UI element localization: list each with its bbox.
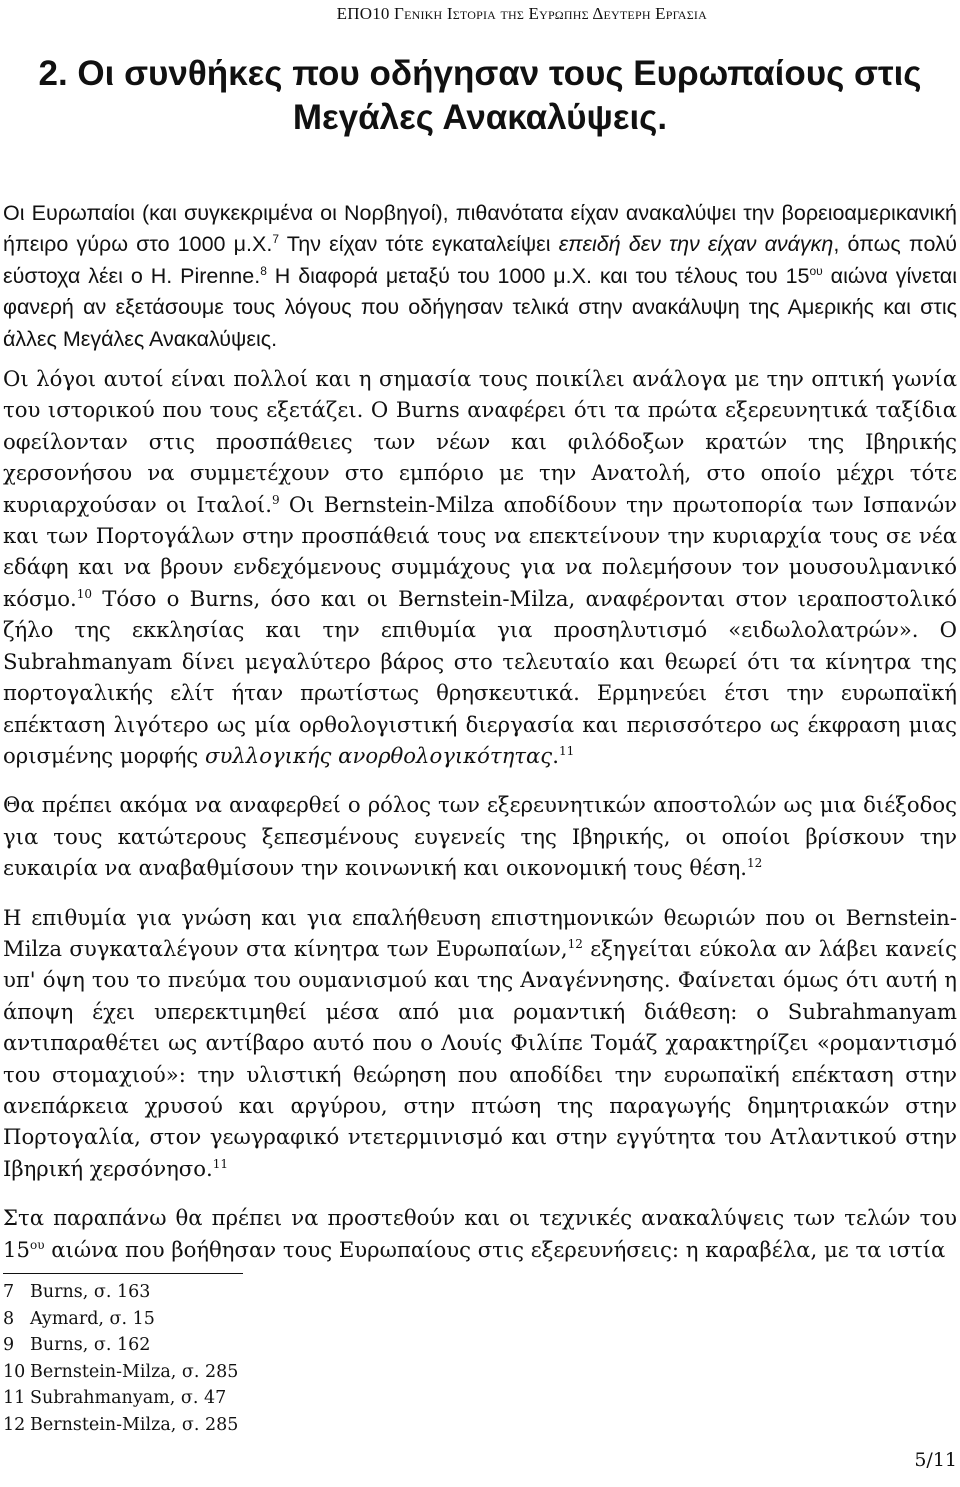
footnote-text: Bernstein-Milza, σ. 285	[30, 1414, 239, 1435]
body-text	[3, 198, 957, 1283]
footnote-ref: 11	[212, 1156, 229, 1171]
paragraph-2	[3, 363, 957, 771]
text-run: Οι Bernstein-Milza αποδίδουν την πρωτοπορία των Ισπανών και των Πορτογάλων στην προσπάθειά τους να επεκτείνουν την κυριαρχία τους σε νέα εδάφη και να βρουν ενδεχόμενους συμμάχους για να πολεμήσουν τον μουσουλμανικό κόσμο.	[3, 491, 957, 611]
footnote-text: Aymard, σ. 15	[30, 1308, 155, 1329]
footnote-ref: 7	[272, 232, 279, 247]
text-run: Θα πρέπει ακόμα να αναφερθεί ο ρόλος των εξερευνητικών αποστολών ως μια διέξοδος για τους κατώτερους ξεπεσμένους ευγενείς της Ιβηρικής, οι οποίοι βρίσκουν την ευκαιρία να αναβαθμίσουν την κοινωνική και οικονομική τους θέση.	[3, 792, 957, 881]
text-run: εξηγείται εύκολα αν λάβει κανείς υπ' όψη του το πνεύμα του ουμανισμού και της Αναγέννησης. Φαίνεται όμως ότι αυτή η άποψη έχει υπερεκτιμηθεί μέσα από μια ρομαντική διάθεση: ο Subrahmanyam αντιπαραθέτει ως αντίβαρο αυτό που ο Λουίς Φιλίπε Τομάζ χαρακτηρίζει «ρομαντισμό του στομαχιού»: την υλιστική θεώρηση που αποδίδει την ευρωπαϊκή επέκταση στην ανεπάρκεια χρυσού και αργύρου, στην πτώση της παραγωγής δημητριακών στην Πορτογαλία, στον γεωγραφικό ντετερμινισμό και στην εγγύτητα του Ατλαντικού στην Ιβηρική χερσόνησο.	[3, 935, 957, 1181]
footnote-ref: 11	[558, 743, 575, 758]
footnote-list	[3, 1279, 238, 1438]
footnote-number: 10	[3, 1361, 26, 1382]
footnote-ref: 12	[567, 936, 583, 951]
paragraph-4	[3, 902, 957, 1185]
paragraph-3	[3, 789, 957, 883]
italic-run: επειδή δεν την είχαν ανάγκη	[558, 232, 834, 257]
footnote-text: Burns, σ. 163	[30, 1282, 151, 1302]
text-run: Η διαφορά μεταξύ του 1000 μ.Χ. και του τέλους του 15	[266, 263, 810, 288]
footnote-item	[3, 1385, 238, 1412]
italic-run: συλλογικής ανορθολογικότητας	[205, 742, 553, 768]
footnote-item	[3, 1359, 238, 1386]
footnote-number: 9	[3, 1335, 15, 1355]
footnote-ref: 12	[747, 856, 763, 871]
text-run: Τόσο ο Burns, όσο και οι Bernstein-Milza, αναφέρονται στον ιεραποστολικό ζήλο της εκκλησίας και την επιθυμία για προσηλυτισμό «ειδωλολατρών». Ο Subrahmanyam δίνει μεγαλύτερο βάρος στο τελευταίο και θεωρεί ότι τα κίνητρα της πορτογαλικής ελίτ ήταν πρωτίστως θρησκευτικά. Ερμηνεύει έτσι την ευρωπαϊκή επέκταση λιγότερο ως μία ορθολογιστική διεργασία και περισσότερο ως έκφραση μιας ορισμένης μορφής	[3, 585, 957, 768]
text-run: Η επιθυμία για γνώση και για επαλήθευση επιστημονικών θεωριών που οι Bernstein-Milza συγκαταλέγουν στα κίνητρα των Ευρωπαίων,	[3, 904, 957, 961]
ordinal-suffix: ου	[29, 1237, 45, 1252]
paragraph-5	[3, 1202, 957, 1265]
footnote-divider	[3, 1273, 243, 1274]
footnote-text: Burns, σ. 162	[30, 1335, 151, 1355]
footnote-number: 7	[3, 1282, 15, 1302]
text-run: αιώνα γίνεται φανερή αν εξετάσουμε τους λόγους που οδήγησαν τελικά στην ανακάλυψη της Αμερικής και στις άλλες Μεγάλες Ανακαλύψεις.	[3, 263, 957, 351]
text-run: .	[552, 742, 559, 768]
footnote-number: 8	[3, 1308, 15, 1329]
footnote-number: 11	[3, 1388, 26, 1408]
section-title-line-1: 2. Οι συνθήκες που οδήγησαν τους Ευρωπαίους στις	[38, 54, 922, 93]
text-run: αιώνα που βοήθησαν τους Ευρωπαίους στις εξερευνήσεις: η καραβέλα, με τα ιστία	[44, 1236, 946, 1262]
footnote-number: 12	[3, 1414, 26, 1435]
footnote-item	[3, 1306, 238, 1333]
section-title-line-2: Μεγάλες Ανακαλύψεις.	[292, 98, 668, 137]
footnote-ref: 9	[271, 492, 280, 507]
text-run: Οι Ευρωπαίοι (και συγκεκριμένα οι Νορβηγοί), πιθανότατα είχαν ανακαλύψει την βορειοαμερικανική ήπειρο γύρω στο 1000 μ.Χ.	[3, 201, 957, 257]
footnote-item	[3, 1279, 238, 1306]
footnote-item	[3, 1332, 238, 1359]
text-run: Οι λόγοι αυτοί είναι πολλοί και η σημασία τους ποικίλει ανάλογα με την οπτική γωνία του ιστορικού που τους εξετάζει. Ο Burns αναφέρει ότι τα πρώτα εξερευνητικά ταξίδια οφείλονταν στις προσπάθειες των νέων και φιλόδοξων κρατών της Ιβηρικής χερσονήσου να συμμετέχουν στο εμπόριο με την Ανατολή, στο οποίο μέχρι τότε κυριαρχούσαν οι Ιταλοί.	[3, 366, 957, 517]
footnote-text: Bernstein-Milza, σ. 285	[30, 1361, 239, 1382]
running-header: ΕΠΟ10 Γενικη Ιστορια της Ευρωπης Δευτερη Εργασια	[336, 4, 707, 23]
section-title	[0, 52, 960, 140]
footnote-ref: 10	[76, 586, 93, 601]
text-run: Στα παραπάνω θα πρέπει να προστεθούν και οι τεχνικές ανακαλύψεις των τελών του 15	[3, 1205, 957, 1262]
paragraph-1	[3, 198, 957, 355]
ordinal-suffix: ου	[809, 263, 823, 278]
text-run: , όπως πολύ εύστοχα λέει ο Η. Pirenne.	[3, 232, 957, 288]
footnote-text: Subrahmanyam, σ. 47	[30, 1388, 227, 1408]
footnote-ref: 8	[260, 263, 267, 278]
text-run: Την είχαν τότε εγκαταλείψει	[279, 232, 559, 257]
footnote-item	[3, 1412, 238, 1439]
page-number: 5/11	[914, 1449, 957, 1471]
